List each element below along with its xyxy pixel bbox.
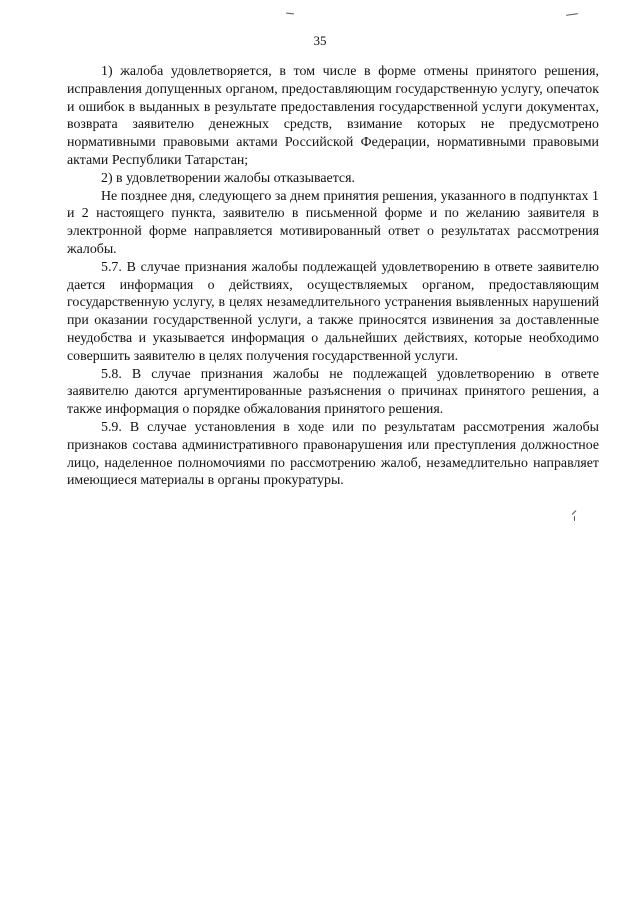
paragraph-complaint-rejected: 2) в удовлетворении жалобы отказывается.: [101, 170, 355, 186]
paragraph-5-8: 5.8. В случае признания жалобы не подлежащей удовлетворению в ответе заявителю даются аргументированные разъяснения о причинах принятого решения, а также информация о порядке обжалования принятого решения.: [67, 366, 599, 418]
paragraph-5-9: 5.9. В случае установления в ходе или по результатам рассмотрения жалобы признаков состава административного правонарушения или преступления должностное лицо, наделенное полномочиями по рассмотрению жалоб, незамедлительно направляет имеющиеся материалы в органы прокуратуры.: [67, 419, 599, 489]
paragraph-5-7: 5.7. В случае признания жалобы подлежащей удовлетворению в ответе заявителю дается информация о действиях, осуществляемых органом, предоставляющим государственную услугу, в целях незамедлительного устранения выявленных нарушений при оказании государственной услуги, а также приносятся извинения за доставленные неудобства и указывается информация о дальнейших действиях, которые необходимо совершить заявителю в целях получения государственной услуги.: [67, 259, 599, 364]
scan-artifact: [574, 516, 575, 521]
scan-artifact: [572, 510, 577, 515]
paragraph-response-deadline: Не позднее дня, следующего за днем принятия решения, указанного в подпунктах 1 и 2 настоящего пункта, заявителю в письменной форме и по желанию заявителя в электронной форме направляется мотивированный ответ о результатах рассмотрения жалобы.: [67, 188, 599, 257]
page-number: 35: [313, 33, 327, 48]
scan-artifact: [566, 13, 578, 16]
document-body: [67, 63, 599, 490]
scan-artifact: [286, 13, 294, 15]
paragraph-complaint-satisfied: 1) жалоба удовлетворяется, в том числе в форме отмены принятого решения, исправления допущенных органом, предоставляющим государственную услугу, опечаток и ошибок в выданных в результате предоставления государственной услуги документах, возврата заявителю денежных средств, взимание которых не предусмотрено нормативными правовыми актами Российской Федерации, нормативными правовыми актами Республики Татарстан;: [67, 64, 599, 168]
